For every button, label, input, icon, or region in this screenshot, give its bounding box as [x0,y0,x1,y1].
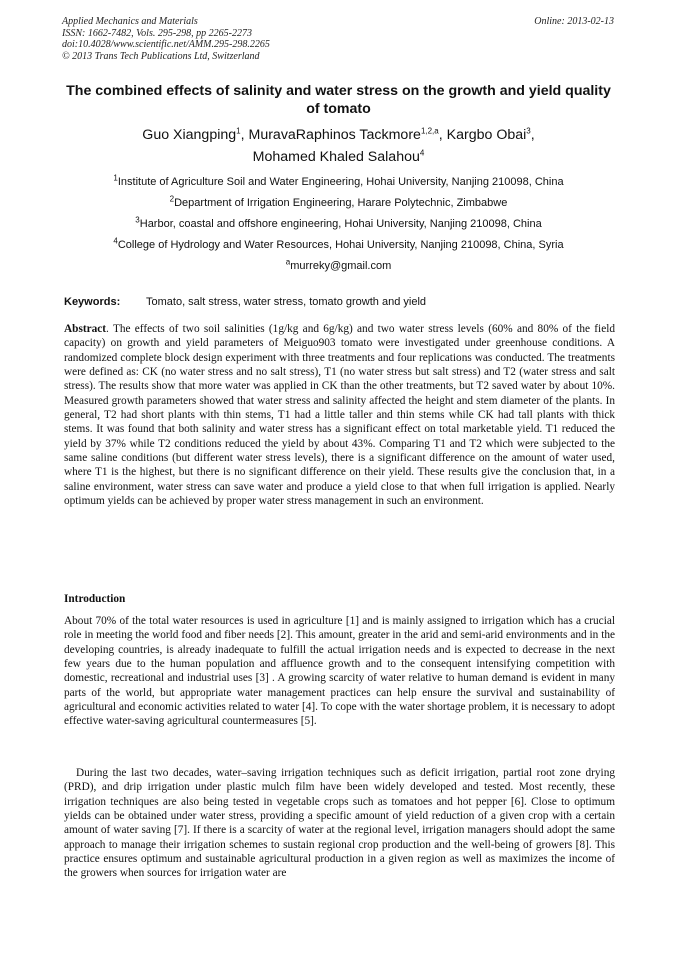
journal-name: Applied Mechanics and Materials [62,16,198,27]
affiliation-text: College of Hydrology and Water Resources, Hohai University, Nanjing 210098, China, Syria [117,239,564,251]
author-separator: , [240,127,249,143]
affiliation-1 [62,175,615,189]
journal-header [62,16,270,62]
author-name: MuravaRaphinos Tackmore [248,127,421,143]
introduction-heading: Introduction [64,593,126,605]
author-affil-mark: 3 [526,126,531,136]
affiliation-mark: a [285,257,291,267]
author-separator: , [530,127,535,143]
author-name: Guo Xiangping [142,127,237,143]
keywords-label: Keywords: [64,296,121,308]
affiliation-mark: 2 [169,194,175,204]
affiliation-mark: 1 [113,173,118,183]
online-date: Online: 2013-02-13 [534,16,614,27]
affiliation-text: Department of Irrigation Engineering, Harare Polytechnic, Zimbabwe [174,197,508,209]
author-affil-mark: 1,2,a [420,126,439,136]
author-affil-mark: 4 [419,148,425,158]
author-name: Mohamed Khaled Salahou [252,149,420,165]
intro-paragraph-2: During the last two decades, water–saving irrigation techniques such as deficit irrigation, partial root zone drying (PRD), and drip irrigation under plastic mulch film have been widely developed and tested. Most recently, these irrigation techniques are also being tested in vegetable crops such as tomatoes and hot pepper [6]. Close to optimum yields can be obtained under water stress, providing a specific amount of yield reduction of a given crop with a certain amount of water saving [7]. If there is a scarcity of water at the regional level, irrigation managers should adopt the same approach to manage their irrigation schemes to sustain regional crop production and the well-being of growers [8]. This practice ensures optimum and sustainable agricultural production in a given region as well as maximizes the income of the growers when sources for irrigation water are [64,767,615,880]
copyright-line: © 2013 Trans Tech Publications Ltd, Switzerland [62,50,260,62]
intro-paragraph-1: About 70% of the total water resources is used in agriculture [1] and is mainly assigned to irrigation which has a crucial role in meeting the world food and fiber needs [2]. This amount, greater in the arid and semi-arid environments and in the developing countries, is already inadequate to fulfill the actual irrigation needs and is expected to decrease in the next few years due to the human population and affluence growth and to the consequent intensifying competition with domestic, recreational and industrial uses [3] . A growing scarcity of water relative to human demand is evident in many parts of the world, but appropriate water management practices can help ensure the survival and sustainability of agricultural and economic activities related to water [4]. To cope with the water shortage problem, it is necessary to adopt effective water-saving agricultural countermeasures [5]. [64,615,615,728]
abstract-paragraph [64,322,615,508]
paper-title: The combined effects of salinity and water stress on the growth and yield quality of tomato [66,83,611,117]
affiliation-mark: 4 [113,236,118,246]
affiliation-mark: 3 [135,215,140,225]
abstract-text: . The effects of two soil salinities (1g/kg and 6g/kg) and two water stress levels (60% and 80% of the field capacity) on growth and yield parameters of Meiguo903 tomato were investigated under greenhouse conditions. A randomized complete block design experiment with three treatments and four replications was conducted. The treatments were defined as: CK (no water stress and no salt stress), T1 (no water stress but salt stress) and T2 (water stress and salt stress). The results show that more water was applied in CK than the other treatments, but T2 saved water by about 10%. Measured growth parameters showed that water stress and salinity affected the height and stem diameter of the plants. In general, T2 had short plants with thin stems, T1 had a little taller and thin stems while CK had tall plants with thick stems. It was found that both salinity and water stress has a significant effect on total marketable yield. T1 reduced the yield by 37% while T2 conditions reduced the yield by about 43%. Comparing T1 and T2 which were subjected to the same saline conditions (but different water stress levels), there is a significant difference on the amount of water used, where T1 is the highest, but there is no significant difference on their yield. These results give the conclusion that, in a saline environment, water stress can save water and produce a yield close to that when full irrigation is applied. Nearly optimum yields can be achieved by proper water stress management in such an environment. [64,323,615,508]
author-name: Kargbo Obai [446,127,527,143]
issn-line: ISSN: 1662-7482, Vols. 295-298, pp 2265-2273 [62,27,252,39]
affiliation-text: Harbor, coastal and offshore engineering, Hohai University, Nanjing 210098, China [139,218,542,230]
affiliation-3 [62,217,615,231]
author-list [62,124,615,168]
email-text[interactable]: murreky@gmail.com [290,260,392,272]
affiliation-text: Institute of Agriculture Soil and Water Engineering, Hohai University, Nanjing 210098, China [117,176,564,188]
keywords-line [64,295,426,309]
author-separator: , [438,127,447,143]
abstract-label: Abstract [64,323,107,335]
corresponding-email [62,259,615,273]
affiliation-2 [62,196,615,210]
doi-line: doi:10.4028/www.scientific.net/AMM.295-298.2265 [62,39,270,50]
author-affil-mark: 1 [236,126,241,136]
keywords-text: Tomato, salt stress, water stress, tomato growth and yield [146,296,427,308]
affiliation-4 [62,238,615,252]
